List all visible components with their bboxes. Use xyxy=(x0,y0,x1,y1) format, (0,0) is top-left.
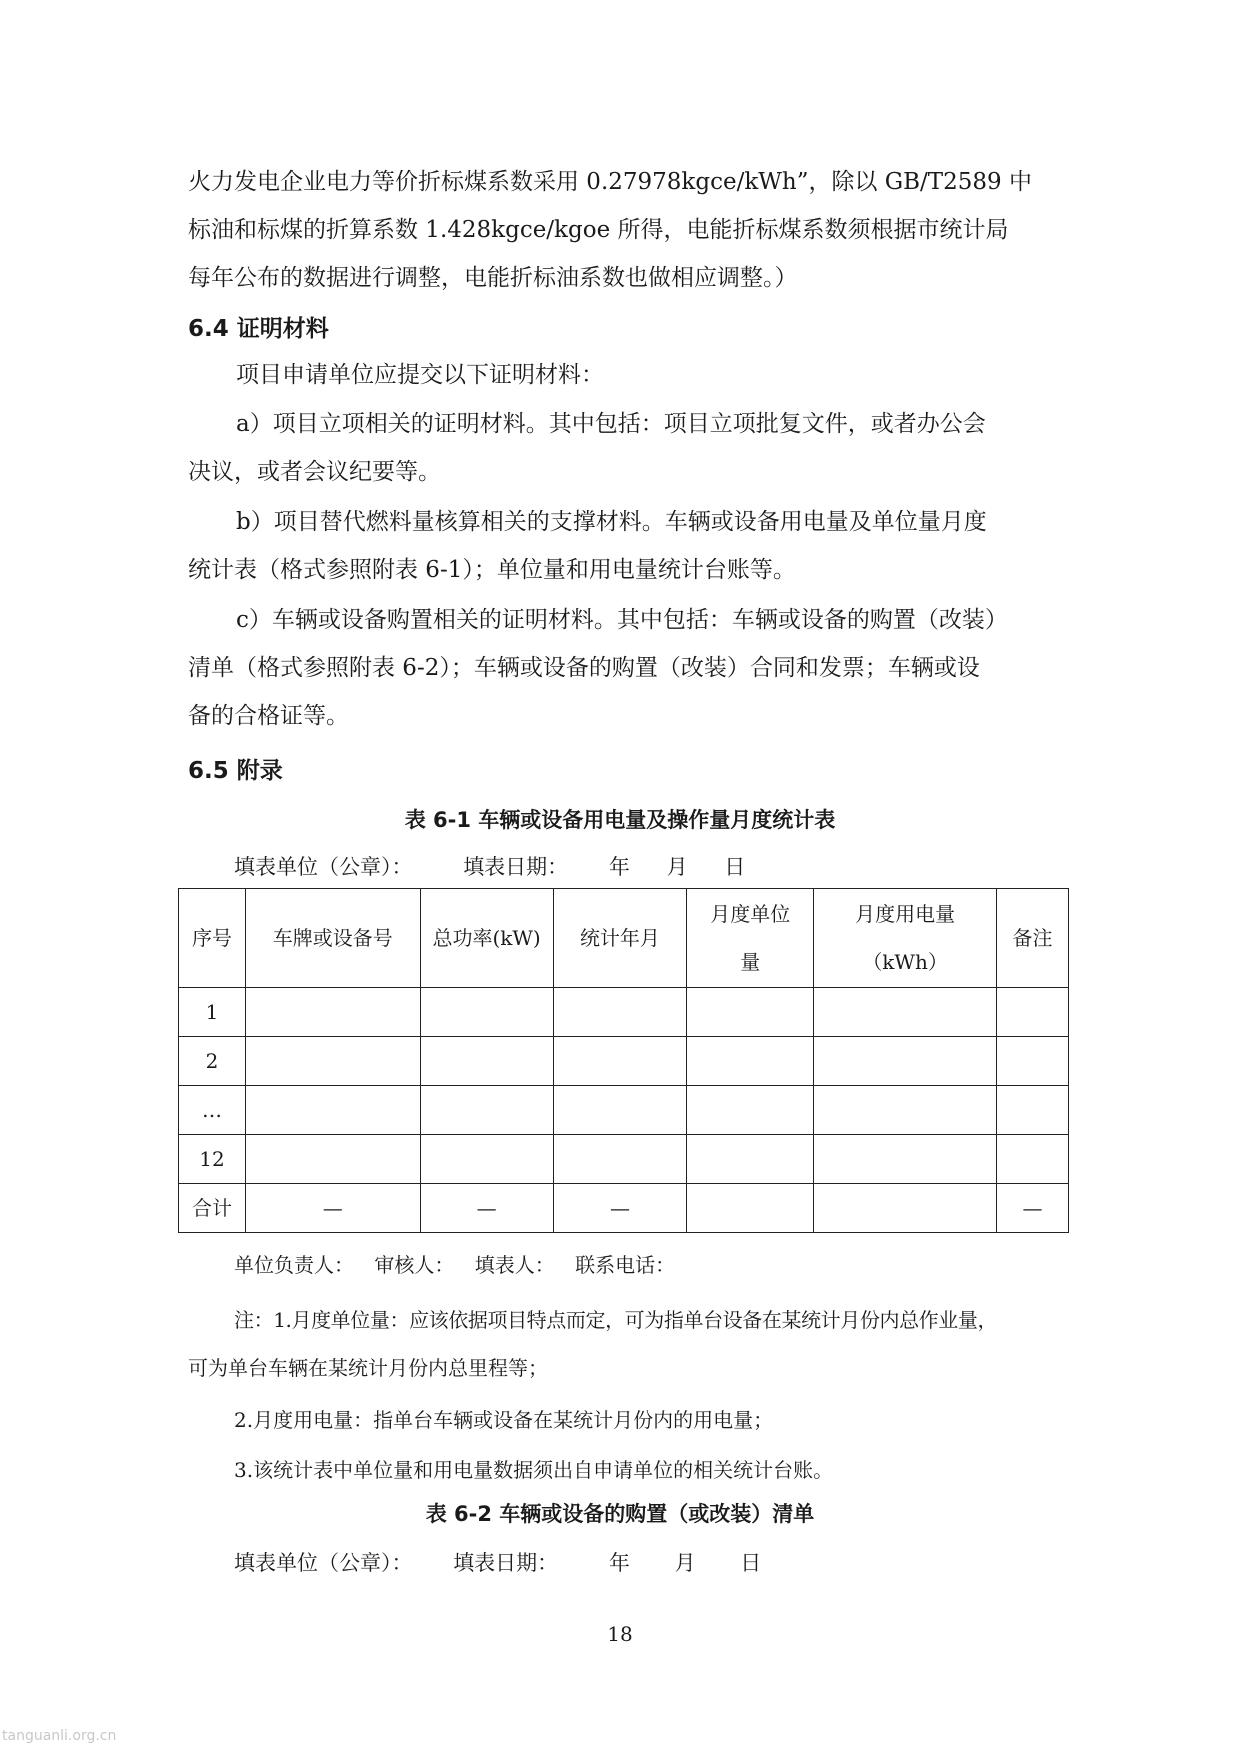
page-number: 18 xyxy=(607,1622,633,1646)
table-6-1-caption: 表 6-1 车辆或设备用电量及操作量月度统计表 xyxy=(404,808,836,832)
table-cell xyxy=(420,1086,553,1135)
header-index: 序号 xyxy=(179,889,246,988)
header-plate: 车牌或设备号 xyxy=(245,889,420,988)
table-cell xyxy=(687,1086,814,1135)
table-cell xyxy=(687,1037,814,1086)
table-cell xyxy=(687,1135,814,1184)
fill-date-label: 填表日期： xyxy=(453,1551,559,1575)
watermark: tanguanli.org.cn xyxy=(2,1728,117,1744)
table-cell xyxy=(420,1135,553,1184)
table-cell xyxy=(997,1135,1069,1184)
item-b-line-2: 统计表（格式参照附表 6-1）；单位量和用电量统计台账等。 xyxy=(188,557,796,583)
table-cell xyxy=(553,1086,687,1135)
total-dash: — xyxy=(420,1184,553,1233)
signature-line xyxy=(234,1249,699,1278)
fill-day: 日 xyxy=(740,1551,762,1575)
total-dash: — xyxy=(997,1184,1069,1233)
table-cell xyxy=(814,1037,997,1086)
item-a-line-1: a）项目立项相关的证明材料。其中包括：项目立项批复文件，或者办公会 xyxy=(236,411,986,437)
table-6-2-caption: 表 6-2 车辆或设备的购置（或改装）清单 xyxy=(425,1502,815,1526)
section-6-5-heading: 6.5 附录 xyxy=(188,758,283,784)
table-cell xyxy=(245,1086,420,1135)
fill-month: 月 xyxy=(666,855,688,879)
table-cell xyxy=(997,1037,1069,1086)
note-2: 2.月度用电量：指单台车辆或设备在某统计月份内的用电量； xyxy=(234,1408,774,1432)
header-month-power-line-2: （kWh） xyxy=(862,950,948,974)
signature-reviewer: 审核人： xyxy=(374,1253,455,1277)
table-header-row xyxy=(179,889,1069,988)
table-row xyxy=(179,1086,1069,1135)
table-cell xyxy=(814,988,997,1037)
table-cell xyxy=(997,1086,1069,1135)
table-cell xyxy=(687,988,814,1037)
table-row xyxy=(179,988,1069,1037)
header-month-unit-line-2: 量 xyxy=(740,950,761,974)
table-cell xyxy=(553,1135,687,1184)
table-cell xyxy=(553,988,687,1037)
table-6-2-fill-line xyxy=(234,1547,785,1577)
item-c-line-1: c）车辆或设备购置相关的证明材料。其中包括：车辆或设备的购置（改装） xyxy=(236,607,1008,633)
table-cell xyxy=(245,1135,420,1184)
table-6-1-fill-line xyxy=(234,851,769,881)
table-cell xyxy=(245,988,420,1037)
header-period: 统计年月 xyxy=(553,889,687,988)
fill-month: 月 xyxy=(674,1551,696,1575)
fill-date-label: 填表日期： xyxy=(463,855,569,879)
item-c-line-2: 清单（格式参照附表 6-2）；车辆或设备的购置（改装）合同和发票；车辆或设 xyxy=(188,655,980,681)
row-index: 1 xyxy=(179,988,246,1037)
table-cell xyxy=(420,988,553,1037)
table-cell xyxy=(553,1037,687,1086)
header-power: 总功率(kW) xyxy=(420,889,553,988)
intro-line-3: 每年公布的数据进行调整，电能折标油系数也做相应调整。） xyxy=(188,265,798,291)
table-row xyxy=(179,1135,1069,1184)
item-a-line-2: 决议，或者会议纪要等。 xyxy=(188,459,441,485)
table-cell xyxy=(814,1184,997,1233)
row-index: … xyxy=(179,1086,246,1135)
item-c-line-3: 备的合格证等。 xyxy=(188,703,349,729)
item-b-line-1: b）项目替代燃料量核算相关的支撑材料。车辆或设备用电量及单位量月度 xyxy=(236,509,987,535)
table-cell xyxy=(814,1086,997,1135)
table-row xyxy=(179,1037,1069,1086)
header-remark: 备注 xyxy=(997,889,1069,988)
total-dash: — xyxy=(553,1184,687,1233)
note-1-line-2: 可为单台车辆在某统计月份内总里程等； xyxy=(188,1356,548,1380)
table-cell xyxy=(997,988,1069,1037)
fill-year: 年 xyxy=(608,855,630,879)
row-index: 2 xyxy=(179,1037,246,1086)
note-3: 3.该统计表中单位量和用电量数据须出自申请单位的相关统计台账。 xyxy=(234,1458,834,1482)
table-cell xyxy=(420,1037,553,1086)
section-6-4-heading: 6.4 证明材料 xyxy=(188,316,329,342)
total-dash: — xyxy=(245,1184,420,1233)
signature-filler: 填表人： xyxy=(474,1253,555,1277)
note-1-line-1: 注：1.月度单位量：应该依据项目特点而定，可为指单台设备在某统计月份内总作业量， xyxy=(234,1308,998,1332)
table-cell xyxy=(814,1135,997,1184)
table-cell xyxy=(245,1037,420,1086)
intro-line-1: 火力发电企业电力等价折标煤系数采用 0.27978kgce/kWh”，除以 GB/T2589 中 xyxy=(188,169,1032,195)
signature-phone: 联系电话： xyxy=(575,1253,676,1277)
table-6-1 xyxy=(178,888,1069,1233)
fill-unit-label: 填表单位（公章）： xyxy=(234,1551,413,1575)
fill-day: 日 xyxy=(724,855,746,879)
table-cell xyxy=(687,1184,814,1233)
table-total-row xyxy=(179,1184,1069,1233)
section-6-4-lead: 项目申请单位应提交以下证明材料： xyxy=(236,362,604,388)
intro-line-2: 标油和标煤的折算系数 1.428kgce/kgoe 所得，电能折标煤系数须根据市统计局 xyxy=(188,217,1009,243)
fill-year: 年 xyxy=(608,1551,630,1575)
header-month-unit xyxy=(687,889,814,988)
total-label: 合计 xyxy=(179,1184,246,1233)
fill-unit-label: 填表单位（公章）： xyxy=(234,855,413,879)
header-month-unit-line-1: 月度单位 xyxy=(710,902,791,926)
signature-leader: 单位负责人： xyxy=(234,1253,354,1277)
header-month-power-line-1: 月度用电量 xyxy=(855,902,956,926)
row-index: 12 xyxy=(179,1135,246,1184)
header-month-power xyxy=(814,889,997,988)
